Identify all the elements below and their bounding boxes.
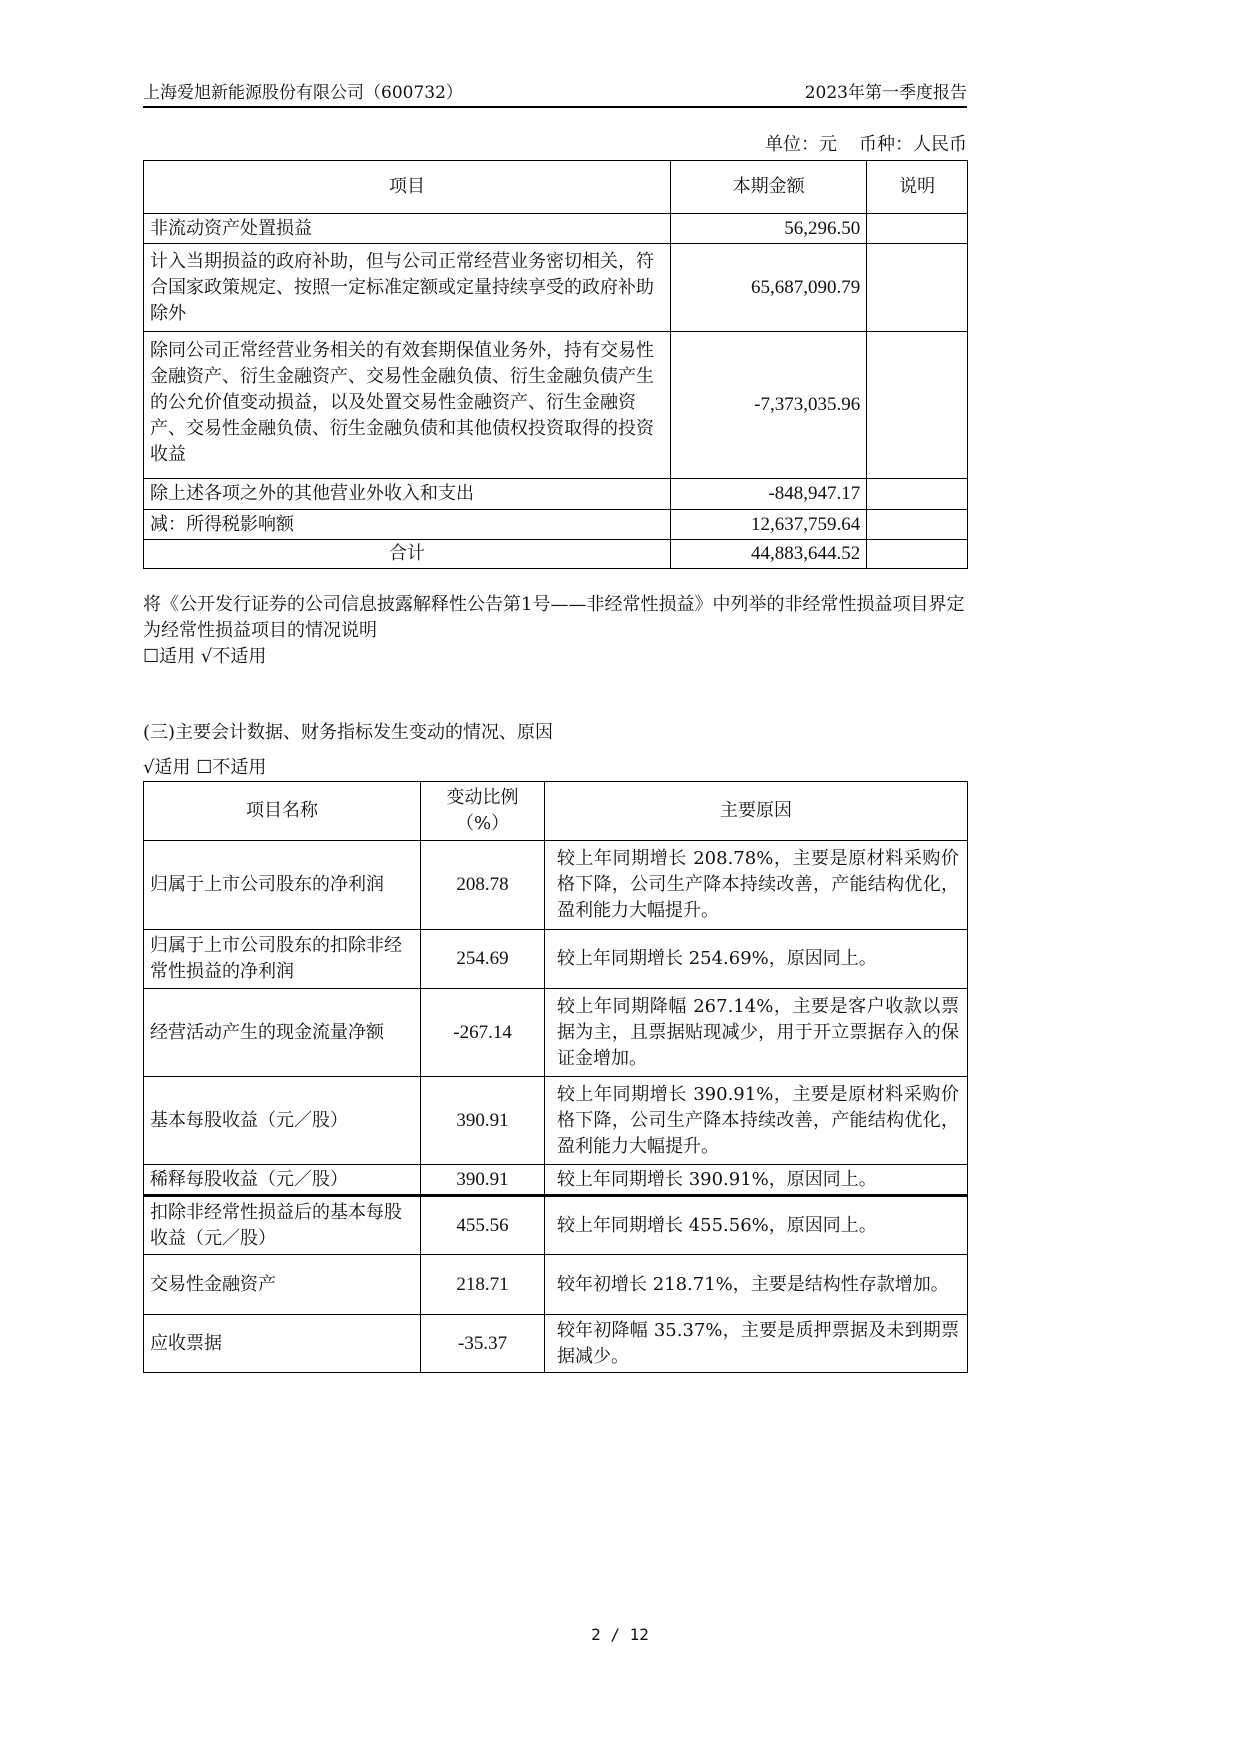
row-amount: 65,687,090.79 bbox=[670, 244, 866, 332]
row-reason: 较上年同期降幅 267.14%，主要是客户收款以票据为主，且票据贴现减少，用于开立票据存入的保证金增加。 bbox=[544, 989, 967, 1077]
total-note bbox=[867, 540, 968, 569]
table-row bbox=[144, 1165, 968, 1196]
total-label: 合计 bbox=[144, 540, 671, 569]
non-recurring-items-table bbox=[143, 160, 968, 569]
row-item: 经营活动产生的现金流量净额 bbox=[144, 989, 421, 1077]
row-note bbox=[867, 510, 968, 540]
row-amount: -7,373,035.96 bbox=[670, 332, 866, 479]
row-ratio: 254.69 bbox=[421, 930, 545, 989]
row-reason: 较年初降幅 35.37%，主要是质押票据及未到期票据减少。 bbox=[544, 1315, 967, 1373]
row-ratio: 390.91 bbox=[421, 1077, 545, 1165]
row-reason: 较上年同期增长 208.78%，主要是原材料采购价格下降，公司生产降本持续改善，产能结构优化，盈利能力大幅提升。 bbox=[544, 841, 967, 930]
row-reason: 较上年同期增长 390.91%，原因同上。 bbox=[544, 1165, 967, 1196]
table-row bbox=[144, 1315, 968, 1373]
row-item: 归属于上市公司股东的净利润 bbox=[144, 841, 421, 930]
table-row bbox=[144, 841, 968, 930]
row-item: 除同公司正常经营业务相关的有效套期保值业务外，持有交易性金融资产、衍生金融资产、交易性金融负债、衍生金融负债产生的公允价值变动损益，以及处置交易性金融资产、衍生金融资产、交易性金融负债、衍生金融负债和其他债权投资取得的投资收益 bbox=[144, 332, 671, 479]
unit-currency-note bbox=[765, 134, 967, 156]
row-reason: 较上年同期增长 390.91%，主要是原材料采购价格下降，公司生产降本持续改善，产能结构优化，盈利能力大幅提升。 bbox=[544, 1077, 967, 1165]
currency-label: 币种：人民币 bbox=[859, 134, 967, 155]
row-ratio: -267.14 bbox=[421, 989, 545, 1077]
company-name: 上海爱旭新能源股份有限公司（600732） bbox=[143, 83, 463, 103]
key-indicator-changes-table bbox=[143, 781, 968, 1373]
row-item: 减：所得税影响额 bbox=[144, 510, 671, 540]
row-item: 除上述各项之外的其他营业外收入和支出 bbox=[144, 479, 671, 510]
reclassification-explanation bbox=[143, 592, 973, 670]
table-row bbox=[144, 510, 968, 540]
row-ratio: -35.37 bbox=[421, 1315, 545, 1373]
section-3-applicability: √适用 ☐不适用 bbox=[143, 757, 267, 778]
row-amount: -848,947.17 bbox=[670, 479, 866, 510]
header-ratio-line2: （%） bbox=[455, 813, 510, 834]
header-change-ratio bbox=[421, 782, 545, 841]
explanation-applicability: ☐适用 √不适用 bbox=[143, 646, 267, 667]
unit-label: 单位：元 bbox=[765, 134, 837, 155]
table-row bbox=[144, 1196, 968, 1255]
row-note bbox=[867, 244, 968, 332]
header-item-name: 项目名称 bbox=[144, 782, 421, 841]
row-ratio: 208.78 bbox=[421, 841, 545, 930]
row-item: 稀释每股收益（元／股） bbox=[144, 1165, 421, 1196]
row-reason: 较上年同期增长 254.69%，原因同上。 bbox=[544, 930, 967, 989]
section-3-title: (三)主要会计数据、财务指标发生变动的情况、原因 bbox=[143, 722, 554, 743]
table-row bbox=[144, 214, 968, 244]
table-row bbox=[144, 1255, 968, 1315]
table-total-row bbox=[144, 540, 968, 569]
row-reason: 较年初增长 218.71%，主要是结构性存款增加。 bbox=[544, 1255, 967, 1315]
total-amount: 44,883,644.52 bbox=[670, 540, 866, 569]
page-header bbox=[143, 80, 967, 108]
row-note bbox=[867, 332, 968, 479]
row-item: 归属于上市公司股东的扣除非经常性损益的净利润 bbox=[144, 930, 421, 989]
row-item: 基本每股收益（元／股） bbox=[144, 1077, 421, 1165]
page-number: 2 / 12 bbox=[591, 1625, 649, 1644]
header-item: 项目 bbox=[144, 161, 671, 214]
row-item: 计入当期损益的政府补助，但与公司正常经营业务密切相关，符合国家政策规定、按照一定标准定额或定量持续享受的政府补助除外 bbox=[144, 244, 671, 332]
row-note bbox=[867, 479, 968, 510]
table-row bbox=[144, 244, 968, 332]
row-ratio: 218.71 bbox=[421, 1255, 545, 1315]
table-header-row bbox=[144, 782, 968, 841]
row-item: 交易性金融资产 bbox=[144, 1255, 421, 1315]
row-item: 应收票据 bbox=[144, 1315, 421, 1373]
row-reason: 较上年同期增长 455.56%，原因同上。 bbox=[544, 1196, 967, 1255]
row-ratio: 390.91 bbox=[421, 1165, 545, 1196]
table-row bbox=[144, 989, 968, 1077]
row-amount: 12,637,759.64 bbox=[670, 510, 866, 540]
table-row bbox=[144, 930, 968, 989]
report-title: 2023年第一季度报告 bbox=[804, 83, 967, 103]
header-main-reason: 主要原因 bbox=[544, 782, 967, 841]
explanation-text: 将《公开发行证券的公司信息披露解释性公告第1号——非经常性损益》中列举的非经常性损益项目界定为经常性损益项目的情况说明 bbox=[143, 594, 965, 641]
table-header-row bbox=[144, 161, 968, 214]
table-row bbox=[144, 332, 968, 479]
row-amount: 56,296.50 bbox=[670, 214, 866, 244]
row-item: 扣除非经常性损益后的基本每股收益（元／股） bbox=[144, 1196, 421, 1255]
header-amount: 本期金额 bbox=[670, 161, 866, 214]
header-ratio-line1: 变动比例 bbox=[446, 787, 519, 808]
row-ratio: 455.56 bbox=[421, 1196, 545, 1255]
table-row bbox=[144, 479, 968, 510]
table-row bbox=[144, 1077, 968, 1165]
row-note bbox=[867, 214, 968, 244]
header-note: 说明 bbox=[867, 161, 968, 214]
row-item: 非流动资产处置损益 bbox=[144, 214, 671, 244]
